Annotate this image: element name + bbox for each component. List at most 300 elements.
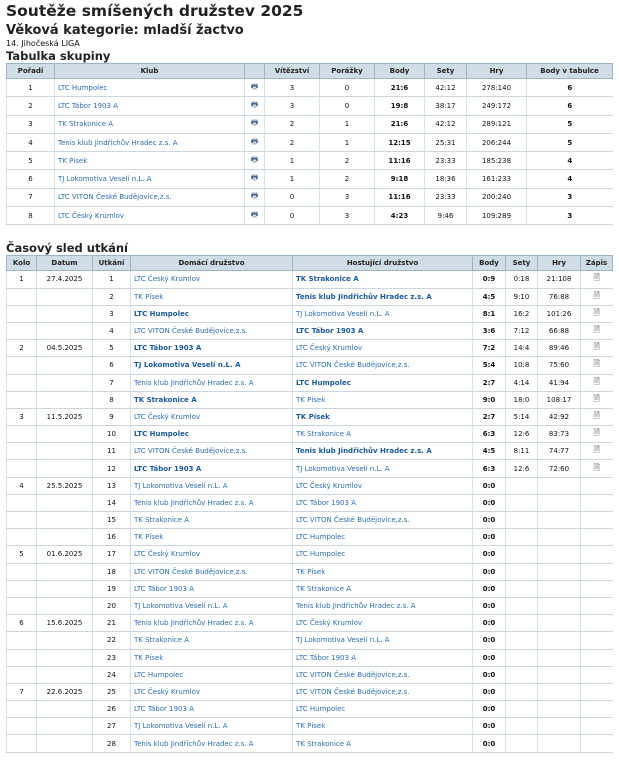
table-row bbox=[7, 188, 613, 206]
games-cell bbox=[538, 666, 581, 683]
wins-cell: 2 bbox=[265, 133, 320, 151]
print-icon[interactable]: 🖶 bbox=[245, 97, 265, 115]
date-cell: 27.4.2025 bbox=[37, 271, 93, 288]
home-team-link[interactable]: LTC Humpolec bbox=[131, 305, 293, 322]
date-cell bbox=[37, 666, 93, 683]
sets-cell: 14:4 bbox=[506, 340, 538, 357]
date-cell bbox=[37, 597, 93, 614]
home-team-link[interactable]: TJ Lokomotiva Veselí n.L. A bbox=[131, 477, 293, 494]
report-icon[interactable]: 🗎 bbox=[581, 374, 613, 391]
match-number-cell: 13 bbox=[93, 477, 131, 494]
date-cell bbox=[37, 494, 93, 511]
sets-cell bbox=[506, 512, 538, 529]
sets-cell: 18:0 bbox=[506, 391, 538, 408]
date-cell bbox=[37, 718, 93, 735]
date-cell bbox=[37, 529, 93, 546]
print-icon[interactable]: 🖶 bbox=[245, 170, 265, 188]
report-icon bbox=[581, 477, 613, 494]
games-cell bbox=[538, 512, 581, 529]
away-team-link[interactable]: Tenis klub Jindřichův Hradec z.s. A bbox=[293, 443, 473, 460]
sets-cell bbox=[506, 718, 538, 735]
games-cell: 41:94 bbox=[538, 374, 581, 391]
table-row bbox=[7, 529, 613, 546]
matches-header-cell: Zápis bbox=[581, 256, 613, 271]
points-cell: 21:6 bbox=[375, 115, 425, 133]
round-cell: 3 bbox=[7, 408, 37, 425]
report-icon bbox=[581, 683, 613, 700]
round-cell bbox=[7, 735, 37, 752]
away-team-link[interactable]: LTC Humpolec bbox=[293, 701, 473, 718]
points-cell: 9:0 bbox=[473, 391, 506, 408]
table-points-cell: 4 bbox=[527, 152, 613, 170]
report-icon[interactable]: 🗎 bbox=[581, 288, 613, 305]
sets-cell bbox=[506, 597, 538, 614]
home-team-link[interactable]: LTC Tábor 1903 A bbox=[131, 701, 293, 718]
games-cell: 74:77 bbox=[538, 443, 581, 460]
home-team-link[interactable]: Tenis klub Jindřichův Hradec z.s. A bbox=[131, 374, 293, 391]
home-team-link[interactable]: TJ Lokomotiva Veselí n.L. A bbox=[131, 718, 293, 735]
away-team-link[interactable]: LTC Humpolec bbox=[293, 529, 473, 546]
club-link[interactable]: LTC Humpolec bbox=[55, 79, 245, 97]
print-icon[interactable]: 🖶 bbox=[245, 152, 265, 170]
away-team-link[interactable]: LTC VITON České Budějovice,z.s. bbox=[293, 683, 473, 700]
points-cell: 2:7 bbox=[473, 408, 506, 425]
report-icon bbox=[581, 512, 613, 529]
match-number-cell: 16 bbox=[93, 529, 131, 546]
date-cell bbox=[37, 563, 93, 580]
rank-cell: 3 bbox=[7, 115, 55, 133]
home-team-link[interactable]: TK Strakonice A bbox=[131, 391, 293, 408]
table-row bbox=[7, 207, 613, 225]
date-cell: 25.5.2025 bbox=[37, 477, 93, 494]
report-icon bbox=[581, 718, 613, 735]
round-cell bbox=[7, 597, 37, 614]
match-number-cell: 11 bbox=[93, 443, 131, 460]
home-team-link[interactable]: TK Strakonice A bbox=[131, 512, 293, 529]
round-cell: 6 bbox=[7, 615, 37, 632]
report-icon[interactable]: 🗎 bbox=[581, 460, 613, 477]
table-row bbox=[7, 408, 613, 425]
home-team-link[interactable]: LTC Český Krumlov bbox=[131, 546, 293, 563]
home-team-link[interactable]: LTC VITON České Budějovice,z.s. bbox=[131, 322, 293, 339]
away-team-link[interactable]: TK Písek bbox=[293, 408, 473, 425]
away-team-link[interactable]: LTC Český Krumlov bbox=[293, 477, 473, 494]
standings-header-cell: Body v tabulce bbox=[527, 64, 613, 79]
round-cell bbox=[7, 357, 37, 374]
match-number-cell: 25 bbox=[93, 683, 131, 700]
date-cell bbox=[37, 391, 93, 408]
home-team-link[interactable]: LTC Humpolec bbox=[131, 426, 293, 443]
points-cell: 2:7 bbox=[473, 374, 506, 391]
home-team-link[interactable]: LTC Tábor 1903 A bbox=[131, 580, 293, 597]
club-link[interactable]: LTC Český Krumlov bbox=[55, 207, 245, 225]
home-team-link[interactable]: LTC VITON České Budějovice,z.s. bbox=[131, 443, 293, 460]
away-team-link[interactable]: LTC Tábor 1903 A bbox=[293, 322, 473, 339]
points-cell: 0:0 bbox=[473, 546, 506, 563]
date-cell bbox=[37, 735, 93, 752]
points-cell: 0:0 bbox=[473, 563, 506, 580]
points-cell: 0:0 bbox=[473, 494, 506, 511]
home-team-link[interactable]: LTC Český Krumlov bbox=[131, 683, 293, 700]
losses-cell: 3 bbox=[320, 207, 375, 225]
home-team-link[interactable]: TK Písek bbox=[131, 529, 293, 546]
report-icon bbox=[581, 701, 613, 718]
date-cell: 04.5.2025 bbox=[37, 340, 93, 357]
games-cell bbox=[538, 494, 581, 511]
table-row bbox=[7, 391, 613, 408]
match-number-cell: 21 bbox=[93, 615, 131, 632]
points-cell: 0:0 bbox=[473, 580, 506, 597]
away-team-link[interactable]: TK Strakonice A bbox=[293, 580, 473, 597]
sets-cell: 8:11 bbox=[506, 443, 538, 460]
away-team-link[interactable]: LTC Humpolec bbox=[293, 546, 473, 563]
match-number-cell: 12 bbox=[93, 460, 131, 477]
sets-cell: 16:2 bbox=[506, 305, 538, 322]
standings-header-cell bbox=[245, 64, 265, 79]
away-team-link[interactable]: Tenis klub Jindřichův Hradec z.s. A bbox=[293, 597, 473, 614]
home-team-link[interactable]: LTC Český Krumlov bbox=[131, 408, 293, 425]
games-cell: 109:289 bbox=[467, 207, 527, 225]
away-team-link[interactable]: TK Písek bbox=[293, 391, 473, 408]
match-number-cell: 27 bbox=[93, 718, 131, 735]
points-cell: 4:5 bbox=[473, 288, 506, 305]
sets-cell bbox=[506, 649, 538, 666]
club-link[interactable]: TJ Lokomotiva Veselí n.L. A bbox=[55, 170, 245, 188]
points-cell: 11:16 bbox=[375, 188, 425, 206]
points-cell: 0:0 bbox=[473, 718, 506, 735]
table-points-cell: 4 bbox=[527, 170, 613, 188]
home-team-link[interactable]: TK Strakonice A bbox=[131, 632, 293, 649]
round-cell bbox=[7, 374, 37, 391]
matches-header-cell: Utkání bbox=[93, 256, 131, 271]
club-link[interactable]: LTC VITON České Budějovice,z.s. bbox=[55, 188, 245, 206]
table-row bbox=[7, 580, 613, 597]
games-cell: 101:26 bbox=[538, 305, 581, 322]
match-number-cell: 24 bbox=[93, 666, 131, 683]
home-team-link[interactable]: LTC Tábor 1903 A bbox=[131, 460, 293, 477]
round-cell bbox=[7, 460, 37, 477]
round-cell: 1 bbox=[7, 271, 37, 288]
report-icon[interactable]: 🗎 bbox=[581, 322, 613, 339]
date-cell bbox=[37, 305, 93, 322]
table-row bbox=[7, 563, 613, 580]
points-cell: 9:18 bbox=[375, 170, 425, 188]
away-team-link[interactable]: TK Písek bbox=[293, 718, 473, 735]
away-team-link[interactable]: LTC Český Krumlov bbox=[293, 340, 473, 357]
away-team-link[interactable]: TJ Lokomotiva Veselí n.L. A bbox=[293, 305, 473, 322]
match-number-cell: 7 bbox=[93, 374, 131, 391]
round-cell bbox=[7, 391, 37, 408]
report-icon[interactable]: 🗎 bbox=[581, 357, 613, 374]
wins-cell: 3 bbox=[265, 97, 320, 115]
games-cell: 161:233 bbox=[467, 170, 527, 188]
table-row bbox=[7, 735, 613, 752]
sets-cell: 4:14 bbox=[506, 374, 538, 391]
losses-cell: 2 bbox=[320, 170, 375, 188]
away-team-link[interactable]: Tenis klub Jindřichův Hradec z.s. A bbox=[293, 288, 473, 305]
standings-table bbox=[6, 63, 613, 225]
round-cell bbox=[7, 494, 37, 511]
table-row bbox=[7, 170, 613, 188]
standings-header-cell: Sety bbox=[425, 64, 467, 79]
points-cell: 0:0 bbox=[473, 735, 506, 752]
round-cell bbox=[7, 529, 37, 546]
points-cell: 19:8 bbox=[375, 97, 425, 115]
round-cell: 5 bbox=[7, 546, 37, 563]
page-title: Soutěže smíšených družstev 2025 bbox=[6, 2, 304, 20]
match-number-cell: 14 bbox=[93, 494, 131, 511]
points-cell: 6:3 bbox=[473, 460, 506, 477]
games-cell bbox=[538, 597, 581, 614]
games-cell bbox=[538, 615, 581, 632]
sets-cell bbox=[506, 494, 538, 511]
table-row bbox=[7, 79, 613, 97]
table-row bbox=[7, 701, 613, 718]
away-team-link[interactable]: TK Strakonice A bbox=[293, 735, 473, 752]
table-row bbox=[7, 649, 613, 666]
points-cell: 0:0 bbox=[473, 597, 506, 614]
home-team-link[interactable]: TK Písek bbox=[131, 649, 293, 666]
home-team-link[interactable]: LTC Tábor 1903 A bbox=[131, 340, 293, 357]
age-category: Věková kategorie: mladší žactvo bbox=[6, 23, 244, 38]
table-row bbox=[7, 340, 613, 357]
date-cell bbox=[37, 426, 93, 443]
home-team-link[interactable]: TJ Lokomotiva Veselí n.L. A bbox=[131, 597, 293, 614]
points-cell: 5:4 bbox=[473, 357, 506, 374]
away-team-link[interactable]: LTC Český Krumlov bbox=[293, 615, 473, 632]
match-number-cell: 19 bbox=[93, 580, 131, 597]
club-link[interactable]: TK Písek bbox=[55, 152, 245, 170]
table-row bbox=[7, 322, 613, 339]
home-team-link[interactable]: Tenis klub Jindřichův Hradec z.s. A bbox=[131, 494, 293, 511]
report-icon bbox=[581, 529, 613, 546]
report-icon[interactable]: 🗎 bbox=[581, 340, 613, 357]
sets-cell: 0:18 bbox=[506, 271, 538, 288]
report-icon[interactable]: 🗎 bbox=[581, 271, 613, 288]
games-cell: 89:46 bbox=[538, 340, 581, 357]
sets-cell bbox=[506, 666, 538, 683]
date-cell bbox=[37, 322, 93, 339]
table-row bbox=[7, 494, 613, 511]
table-row bbox=[7, 374, 613, 391]
points-cell: 0:0 bbox=[473, 477, 506, 494]
points-cell: 0:0 bbox=[473, 529, 506, 546]
games-cell bbox=[538, 632, 581, 649]
sets-cell: 9:10 bbox=[506, 288, 538, 305]
away-team-link[interactable]: TK Písek bbox=[293, 563, 473, 580]
report-icon[interactable]: 🗎 bbox=[581, 305, 613, 322]
sets-cell bbox=[506, 580, 538, 597]
matches-table bbox=[6, 255, 613, 752]
points-cell: 0:9 bbox=[473, 271, 506, 288]
games-cell: 83:73 bbox=[538, 426, 581, 443]
wins-cell: 0 bbox=[265, 188, 320, 206]
games-cell: 72:60 bbox=[538, 460, 581, 477]
sets-cell bbox=[506, 563, 538, 580]
club-link[interactable]: LTC Tábor 1903 A bbox=[55, 97, 245, 115]
games-cell bbox=[538, 683, 581, 700]
away-team-link[interactable]: TK Strakonice A bbox=[293, 271, 473, 288]
points-cell: 21:6 bbox=[375, 79, 425, 97]
games-cell bbox=[538, 563, 581, 580]
sets-cell: 9:46 bbox=[425, 207, 467, 225]
games-cell: 75:60 bbox=[538, 357, 581, 374]
away-team-link[interactable]: TJ Lokomotiva Veselí n.L. A bbox=[293, 460, 473, 477]
away-team-link[interactable]: LTC Humpolec bbox=[293, 374, 473, 391]
wins-cell: 3 bbox=[265, 79, 320, 97]
date-cell bbox=[37, 512, 93, 529]
report-icon bbox=[581, 735, 613, 752]
games-cell: 278:140 bbox=[467, 79, 527, 97]
print-icon[interactable]: 🖶 bbox=[245, 115, 265, 133]
print-icon[interactable]: 🖶 bbox=[245, 207, 265, 225]
home-team-link[interactable]: Tenis klub Jindřichův Hradec z.s. A bbox=[131, 615, 293, 632]
games-cell bbox=[538, 477, 581, 494]
report-icon bbox=[581, 494, 613, 511]
group-table-title: Tabulka skupiny bbox=[6, 49, 111, 63]
report-icon[interactable]: 🗎 bbox=[581, 408, 613, 425]
club-link[interactable]: Tenis klub Jindřichův Hradec z.s. A bbox=[55, 133, 245, 151]
sets-cell: 42:12 bbox=[425, 79, 467, 97]
table-row bbox=[7, 443, 613, 460]
match-number-cell: 22 bbox=[93, 632, 131, 649]
games-cell: 66:88 bbox=[538, 322, 581, 339]
losses-cell: 3 bbox=[320, 188, 375, 206]
date-cell bbox=[37, 701, 93, 718]
away-team-link[interactable]: LTC VITON České Budějovice,z.s. bbox=[293, 666, 473, 683]
report-icon[interactable]: 🗎 bbox=[581, 443, 613, 460]
home-team-link[interactable]: LTC Humpolec bbox=[131, 666, 293, 683]
round-cell bbox=[7, 580, 37, 597]
matches-header-cell: Kolo bbox=[7, 256, 37, 271]
rank-cell: 4 bbox=[7, 133, 55, 151]
points-cell: 4:5 bbox=[473, 443, 506, 460]
table-row bbox=[7, 288, 613, 305]
sets-cell: 42:12 bbox=[425, 115, 467, 133]
points-cell: 0:0 bbox=[473, 512, 506, 529]
losses-cell: 1 bbox=[320, 115, 375, 133]
away-team-link[interactable]: LTC Tábor 1903 A bbox=[293, 494, 473, 511]
sets-cell: 25:31 bbox=[425, 133, 467, 151]
table-row bbox=[7, 357, 613, 374]
matches-header-cell: Hostující družstvo bbox=[293, 256, 473, 271]
round-cell: 7 bbox=[7, 683, 37, 700]
match-number-cell: 9 bbox=[93, 408, 131, 425]
print-icon[interactable]: 🖶 bbox=[245, 188, 265, 206]
report-icon[interactable]: 🗎 bbox=[581, 426, 613, 443]
standings-header-cell: Porážky bbox=[320, 64, 375, 79]
round-cell bbox=[7, 322, 37, 339]
date-cell bbox=[37, 580, 93, 597]
sets-cell: 5:14 bbox=[506, 408, 538, 425]
round-cell bbox=[7, 288, 37, 305]
games-cell: 21:108 bbox=[538, 271, 581, 288]
games-cell bbox=[538, 649, 581, 666]
standings-header-cell: Vítězství bbox=[265, 64, 320, 79]
table-row bbox=[7, 666, 613, 683]
points-cell: 0:0 bbox=[473, 649, 506, 666]
date-cell bbox=[37, 649, 93, 666]
round-cell bbox=[7, 443, 37, 460]
sets-cell: 38:17 bbox=[425, 97, 467, 115]
points-cell: 0:0 bbox=[473, 615, 506, 632]
sets-cell bbox=[506, 632, 538, 649]
print-icon[interactable]: 🖶 bbox=[245, 79, 265, 97]
away-team-link[interactable]: LTC VITON České Budějovice,z.s. bbox=[293, 357, 473, 374]
sets-cell: 12:6 bbox=[506, 426, 538, 443]
print-icon[interactable]: 🖶 bbox=[245, 133, 265, 151]
rank-cell: 6 bbox=[7, 170, 55, 188]
points-cell: 0:0 bbox=[473, 632, 506, 649]
matches-header-cell: Body bbox=[473, 256, 506, 271]
report-icon[interactable]: 🗎 bbox=[581, 391, 613, 408]
table-row bbox=[7, 718, 613, 735]
home-team-link[interactable]: LTC Český Krumlov bbox=[131, 271, 293, 288]
sets-cell bbox=[506, 615, 538, 632]
table-row bbox=[7, 133, 613, 151]
league-name: 14. Jihočeská LIGA bbox=[6, 39, 80, 48]
away-team-link[interactable]: TJ Lokomotiva Veselí n.L. A bbox=[293, 632, 473, 649]
wins-cell: 2 bbox=[265, 115, 320, 133]
home-team-link[interactable]: Tenis klub Jindřichův Hradec z.s. A bbox=[131, 735, 293, 752]
report-icon bbox=[581, 632, 613, 649]
table-row bbox=[7, 97, 613, 115]
games-cell: 289:121 bbox=[467, 115, 527, 133]
table-points-cell: 6 bbox=[527, 97, 613, 115]
table-row bbox=[7, 615, 613, 632]
table-row bbox=[7, 460, 613, 477]
games-cell bbox=[538, 580, 581, 597]
match-number-cell: 18 bbox=[93, 563, 131, 580]
round-cell bbox=[7, 305, 37, 322]
games-cell bbox=[538, 701, 581, 718]
round-cell bbox=[7, 718, 37, 735]
home-team-link[interactable]: TJ Lokomotiva Veselí n.L. A bbox=[131, 357, 293, 374]
sets-cell: 7:12 bbox=[506, 322, 538, 339]
match-number-cell: 5 bbox=[93, 340, 131, 357]
away-team-link[interactable]: LTC VITON České Budějovice,z.s. bbox=[293, 512, 473, 529]
sets-cell bbox=[506, 546, 538, 563]
match-number-cell: 20 bbox=[93, 597, 131, 614]
games-cell bbox=[538, 735, 581, 752]
home-team-link[interactable]: LTC VITON České Budějovice,z.s. bbox=[131, 563, 293, 580]
date-cell: 11.5.2025 bbox=[37, 408, 93, 425]
losses-cell: 0 bbox=[320, 79, 375, 97]
date-cell bbox=[37, 443, 93, 460]
round-cell bbox=[7, 426, 37, 443]
match-number-cell: 17 bbox=[93, 546, 131, 563]
table-row bbox=[7, 152, 613, 170]
standings-header-cell: Pořadí bbox=[7, 64, 55, 79]
table-points-cell: 5 bbox=[527, 115, 613, 133]
matches-header-cell: Datum bbox=[37, 256, 93, 271]
points-cell: 3:6 bbox=[473, 322, 506, 339]
schedule-title: Časový sled utkání bbox=[6, 241, 128, 256]
round-cell bbox=[7, 563, 37, 580]
club-link[interactable]: TK Strakonice A bbox=[55, 115, 245, 133]
games-cell: 76:88 bbox=[538, 288, 581, 305]
sets-cell bbox=[506, 735, 538, 752]
losses-cell: 0 bbox=[320, 97, 375, 115]
away-team-link[interactable]: LTC Tábor 1903 A bbox=[293, 649, 473, 666]
table-row bbox=[7, 512, 613, 529]
sets-cell bbox=[506, 683, 538, 700]
sets-cell: 10:8 bbox=[506, 357, 538, 374]
away-team-link[interactable]: TK Strakonice A bbox=[293, 426, 473, 443]
home-team-link[interactable]: TK Písek bbox=[131, 288, 293, 305]
wins-cell: 1 bbox=[265, 152, 320, 170]
date-cell bbox=[37, 460, 93, 477]
